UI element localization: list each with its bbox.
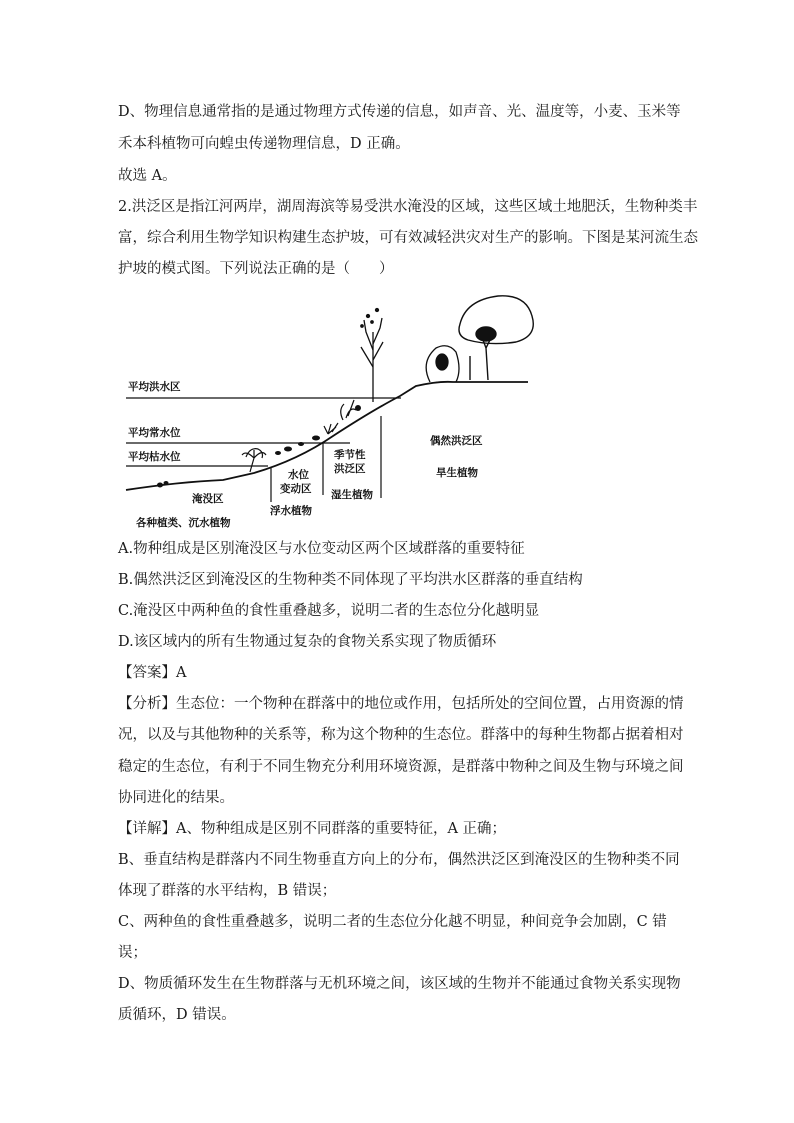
dryland-plants-label: 旱生植物 <box>436 467 478 479</box>
analysis-line: 稳定的生态位，有利于不同生物充分利用环境资源，是群落中物种之间及生物与环境之间 <box>118 759 684 775</box>
question-line: 富，综合利用生物学知识构建生态护坡，可有效减轻洪灾对生产的影响。下图是某河流生态 <box>118 230 698 246</box>
wetland-plants-label: 湿生植物 <box>331 489 373 501</box>
normal-level-label: 平均常水位 <box>128 427 181 439</box>
explanation-line: 误； <box>118 945 147 961</box>
submerged-plants-label: 各种植类、沉水植物 <box>136 517 231 529</box>
tree-icon <box>361 309 383 403</box>
seasonal-zone-label: 季节性 <box>334 449 366 461</box>
submerged-plants-icon <box>157 481 169 488</box>
wetland-plants-icon <box>275 400 361 455</box>
analysis-line: 况，以及与其他物种的关系等，称为这个物种的生态位。群落中的每种生物都占据着相对 <box>118 727 684 743</box>
shrub-icon <box>426 346 459 382</box>
floating-plant-icon <box>242 449 266 472</box>
explanation-line: 体现了群落的水平结构，B 错误； <box>118 883 337 899</box>
option-a: A.物种组成是区别淹没区与水位变动区两个区域群落的重要特征 <box>118 541 525 557</box>
text-line: 禾本科植物可向蝗虫传递物理信息，D 正确。 <box>118 136 410 152</box>
analysis-line: 【分析】生态位：一个物种在群落中的地位或作用，包括所处的空间位置，占用资源的情 <box>118 696 684 712</box>
explanation-line: 质循环，D 错误。 <box>118 1007 236 1023</box>
tree-icon <box>459 296 533 380</box>
fluctuation-zone-label: 变动区 <box>280 483 312 495</box>
question-line: 护坡的模式图。下列说法正确的是（ ） <box>118 261 394 277</box>
low-level-label: 平均枯水位 <box>128 451 181 463</box>
explanation-line: D、物质循环发生在生物群落与无机环境之间，该区域的生物并不能通过食物关系实现物 <box>118 976 681 992</box>
fluctuation-zone-label: 水位 <box>288 469 309 481</box>
text-line: D、物理信息通常指的是通过物理方式传递的信息，如声音、光、温度等，小麦、玉米等 <box>118 104 681 120</box>
floating-plants-label: 浮水植物 <box>270 505 312 517</box>
option-c: C.淹没区中两种鱼的食性重叠越多，说明二者的生态位分化越明显 <box>118 603 540 619</box>
answer-line: 【答案】A <box>118 665 187 681</box>
explanation-line: 【详解】A、物种组成是区别不同群落的重要特征，A 正确； <box>118 821 507 837</box>
analysis-line: 协同进化的结果。 <box>118 790 234 806</box>
river-slope-diagram <box>118 292 538 530</box>
option-d: D.该区域内的所有生物通过复杂的食物关系实现了物质循环 <box>118 634 497 650</box>
option-b: B.偶然洪泛区到淹没区的生物种类不同体现了平均洪水区群落的垂直结构 <box>118 572 583 588</box>
text-line: 故选 A。 <box>118 168 177 184</box>
seasonal-zone-label: 洪泛区 <box>334 463 366 475</box>
occasional-zone-label: 偶然洪泛区 <box>430 435 483 447</box>
submerged-zone-label: 淹没区 <box>192 493 224 505</box>
explanation-line: B、垂直结构是群落内不同生物垂直方向上的分布，偶然洪泛区到淹没区的生物种类不同 <box>118 852 680 868</box>
flood-level-label: 平均洪水区 <box>128 381 181 393</box>
explanation-line: C、两种鱼的食性重叠越多，说明二者的生态位分化越不明显，种间竞争会加剧，C 错 <box>118 914 667 930</box>
question-line: 2.洪泛区是指江河两岸，湖周海滨等易受洪水淹没的区域，这些区域土地肥沃，生物种类丰 <box>118 199 698 215</box>
